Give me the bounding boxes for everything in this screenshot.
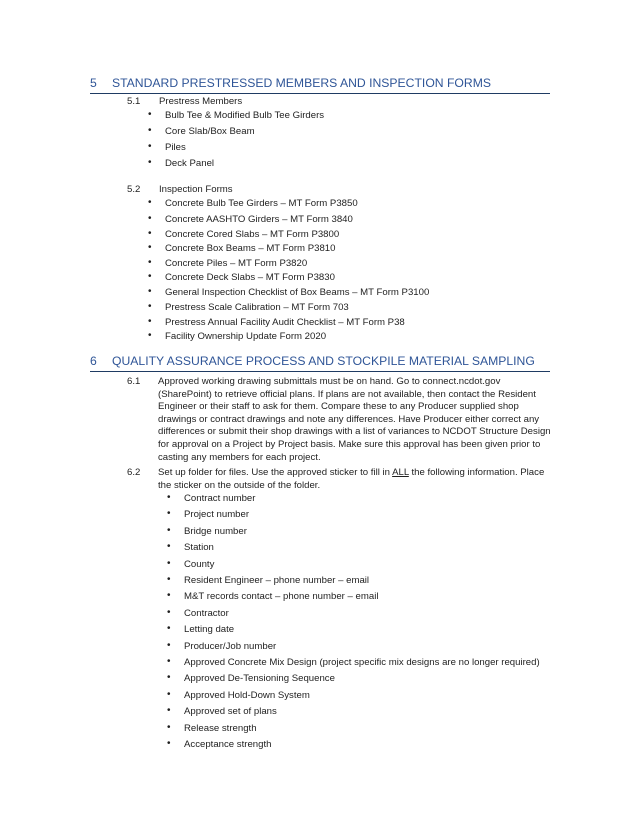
bullet-icon: • (167, 738, 171, 749)
paragraph-line: (SharePoint) to retrieve official plans. If plans are not available, then contact the Resident (158, 388, 536, 400)
bullet-icon: • (167, 606, 171, 618)
list-item-text: Bulb Tee & Modified Bulb Tee Girders (165, 110, 325, 121)
bullet-icon: • (148, 197, 152, 208)
bullet-icon: • (167, 721, 171, 733)
bullet-icon: • (148, 242, 152, 253)
list-item-text: Concrete Cored Slabs – MT Form P3800 (165, 229, 340, 240)
paragraph-line: casting any members for each project. (158, 451, 321, 463)
subsection-6-2-paragraph (158, 467, 550, 492)
bullet-icon: • (167, 574, 171, 585)
list-item-text: General Inspection Checklist of Box Beams – MT Form P3100 (165, 287, 430, 298)
paragraph-line: the sticker on the outside of the folder. (158, 479, 321, 491)
section-6-number: 6 (90, 354, 97, 368)
bullet-icon: • (167, 492, 171, 503)
paragraph-line: differences or submit their shop drawings with a list of variances to NCDOT Structure Design (158, 426, 551, 438)
bullet-icon: • (148, 213, 152, 224)
bullet-icon: • (148, 286, 152, 297)
list-item-text: Letting date (184, 624, 235, 636)
list-item-text: Acceptance strength (184, 739, 272, 750)
list-item-text: County (184, 558, 215, 570)
bullet-icon: • (167, 524, 171, 536)
subsection-5-2-title: Inspection Forms (159, 184, 233, 195)
bullet-icon: • (167, 705, 171, 717)
list-item-text: Deck Panel (165, 158, 215, 169)
bullet-icon: • (167, 672, 171, 684)
bullet-icon: • (167, 656, 171, 667)
bullet-icon: • (148, 330, 152, 341)
subsection-5-1-title: Prestress Members (159, 96, 243, 107)
bullet-icon: • (167, 508, 171, 520)
list-item-text: Contractor (184, 607, 229, 619)
list-item-text: Approved De-Tensioning Sequence (184, 673, 335, 685)
list-item-text: Bridge number (184, 525, 247, 537)
section-5-number: 5 (90, 76, 97, 90)
list-item-text: Station (184, 542, 214, 554)
list-item-text: Core Slab/Box Beam (165, 126, 255, 137)
list-item-text: Concrete Bulb Tee Girders – MT Form P3850 (165, 198, 358, 209)
bullet-icon: • (148, 125, 152, 136)
list-item-text: Contract number (184, 493, 256, 504)
list-item-text: Facility Ownership Update Form 2020 (165, 331, 327, 342)
section-6-heading (90, 354, 550, 372)
paragraph-line: Approved working drawing submittals must be on hand. Go to connect.ncdot.gov (158, 376, 501, 387)
list-item-text: Concrete AASHTO Girders – MT Form 3840 (165, 214, 353, 225)
bullet-icon: • (167, 688, 171, 700)
list-item-text: Concrete Deck Slabs – MT Form P3830 (165, 272, 335, 283)
list-item-text: M&T records contact – phone number – email (184, 591, 379, 603)
paragraph-line: for approval on a Project by Project basis. Make sure this approval has been given prior to (158, 438, 541, 450)
list-item-text: Concrete Box Beams – MT Form P3810 (165, 243, 336, 254)
bullet-icon: • (167, 639, 171, 651)
bullet-icon: • (167, 623, 171, 635)
bullet-icon: • (148, 257, 152, 268)
list-item-text: Prestress Scale Calibration – MT Form 703 (165, 302, 349, 313)
list-item-text: Producer/Job number (184, 640, 277, 652)
subsection-5-1-number: 5.1 (127, 96, 141, 107)
bullet-icon: • (167, 557, 171, 569)
subsection-5-2-number: 5.2 (127, 184, 141, 195)
bullet-icon: • (148, 141, 152, 152)
list-item-text: Prestress Annual Facility Audit Checklist – MT Form P38 (165, 317, 405, 328)
document-page: 5 STANDARD PRESTRESSED MEMBERS AND INSPECTION FORMS 5.1 Prestress Members • Bulb Tee & Modified Bulb Tee Girders • Core Slab/Box Beam • Piles • Deck Panel 5.2 Inspection Forms • Concrete Bulb Tee Girders – MT Form P3850 • Concrete AASHTO Girders – MT Form 3840 • Concrete Cored Slabs – MT Form P3800 • Concrete Box Beams – MT Form P3810 • Concrete Piles – MT Form P3820 • Concrete Deck Slabs – MT Form P3830 • General Inspection Checklist of Box Beams – MT Form P3100 • Prestress Scale Calibration – MT Form 703 • Prestress Annual Facility Audit Checklist – MT Form P38 • Facility Ownership Update Form 2020 6 QUALITY ASSURANCE PROCESS AND STOCKPILE MATERIAL SAMPLING 6.1 Approved working drawing submittals must be on hand. Go to connect.ncdot.gov (SharePoint) to retrieve official plans. If plans are not available, then contact the Resident Engineer or their staff to ask for them. Compare these to any Producer supplied shop drawings or contract drawings and note any differences. Have Producer either correct any differences or submit their shop drawings with a list of variances to NCDOT Structure Design for approval on a Project by Project basis. Make sure this approval has been given prior to casting any members for each project. 6.2 Set up folder for files. Use the approved sticker to fill in ALL the following information. Place the sticker on the outside of the folder. • Contract number • Project number • Bridge number • Station • County • Resident Engineer – phone number – email • M&T records contact – phone number – email • Contractor • Letting date • Producer/Job number • Approved Concrete Mix Design (project specific mix designs are no longer required) • Approved De-Tensioning Sequence • Approved Hold-Down System • Approved set of plans • Release strength • Acceptance strength (90, 76, 551, 750)
list-item-text: Approved Hold-Down System (184, 689, 310, 701)
section-5-title: STANDARD PRESTRESSED MEMBERS AND INSPECTION FORMS (112, 76, 491, 90)
bullet-icon: • (148, 271, 152, 282)
emphasis-all: ALL (392, 467, 409, 478)
list-item-text: Approved set of plans (184, 706, 277, 718)
subsection-6-1-paragraph (158, 376, 550, 464)
list-item-text: Resident Engineer – phone number – email (184, 575, 370, 586)
bullet-icon: • (148, 157, 152, 168)
list-item-text: Concrete Piles – MT Form P3820 (165, 258, 308, 269)
list-item-text: Piles (165, 142, 186, 153)
list-item-text: Release strength (184, 722, 257, 734)
section-5-heading (90, 76, 550, 94)
paragraph-line: drawings or contract drawings and note any differences. Have Producer either correct any (158, 413, 540, 425)
paragraph-line: Engineer or their staff to ask for them. Compare these to any Producer supplied shop (158, 401, 519, 413)
bullet-icon: • (148, 316, 152, 327)
bullet-icon: • (167, 590, 171, 602)
bullet-icon: • (148, 301, 152, 312)
section-6-title: QUALITY ASSURANCE PROCESS AND STOCKPILE MATERIAL SAMPLING (112, 354, 535, 368)
bullet-icon: • (148, 228, 152, 239)
list-item-text: Project number (184, 509, 250, 521)
bullet-icon: • (167, 541, 171, 553)
paragraph-line: Set up folder for files. Use the approved sticker to fill in ALL the following information. Place (158, 467, 545, 478)
list-item-text: Approved Concrete Mix Design (project specific mix designs are no longer required) (184, 657, 540, 668)
bullet-icon: • (148, 109, 152, 120)
